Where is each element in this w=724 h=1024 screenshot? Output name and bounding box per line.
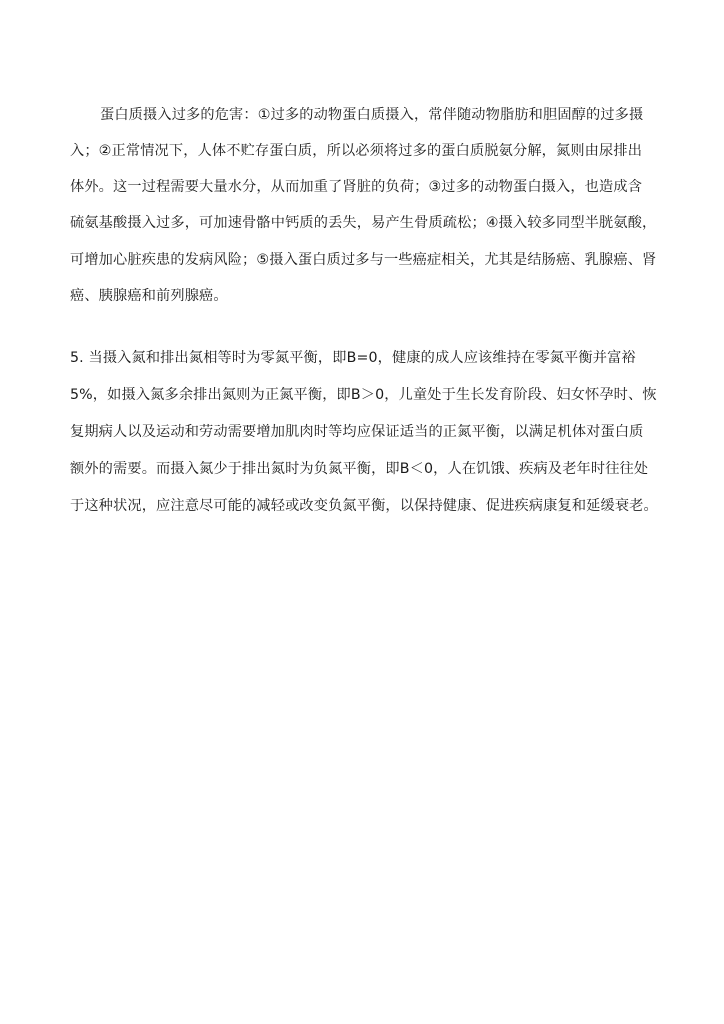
paragraph-line: 5%，如摄入氮多余排出氮则为正氮平衡，即B＞0，儿童处于生长发育阶段、妇女怀孕时、恢 (70, 387, 657, 403)
paragraph-line: 入；②正常情况下，人体不贮存蛋白质，所以必须将过多的蛋白质脱氨分解，氮则由尿排出 (70, 143, 643, 159)
paragraph-line: 可增加心脏疾患的发病风险；⑤摄入蛋白质过多与一些癌症相关，尤其是结肠癌、乳腺癌、肾 (70, 252, 657, 268)
paragraph-line: 额外的需要。而摄入氮少于排出氮时为负氮平衡，即B＜0，人在饥饿、疾病及老年时往往处 (70, 461, 649, 477)
paragraph-line: 癌、胰腺癌和前列腺癌。 (70, 288, 228, 304)
paragraph-line: 5. 当摄入氮和排出氮相等时为零氮平衡，即B=0，健康的成人应该维持在零氮平衡并富裕 (70, 350, 636, 366)
paragraph-line: 体外。这一过程需要大量水分，从而加重了肾脏的负荷；③过多的动物蛋白摄入，也造成含 (70, 179, 643, 195)
paragraph-line: 于这种状况，应注意尽可能的减轻或改变负氮平衡，以保持健康、促进疾病康复和延缓衰老。 (70, 498, 658, 514)
paragraph-line: 复期病人以及运动和劳动需要增加肌肉时等均应保证适当的正氮平衡，以满足机体对蛋白质 (70, 424, 644, 440)
paragraph-line: 蛋白质摄入过多的危害：①过多的动物蛋白质摄入，常伴随动物脂肪和胆固醇的过多摄 (100, 107, 644, 123)
paragraph-line: 硫氨基酸摄入过多，可加速骨骼中钙质的丢失，易产生骨质疏松；④摄入较多同型半胱氨酸， (70, 215, 657, 231)
